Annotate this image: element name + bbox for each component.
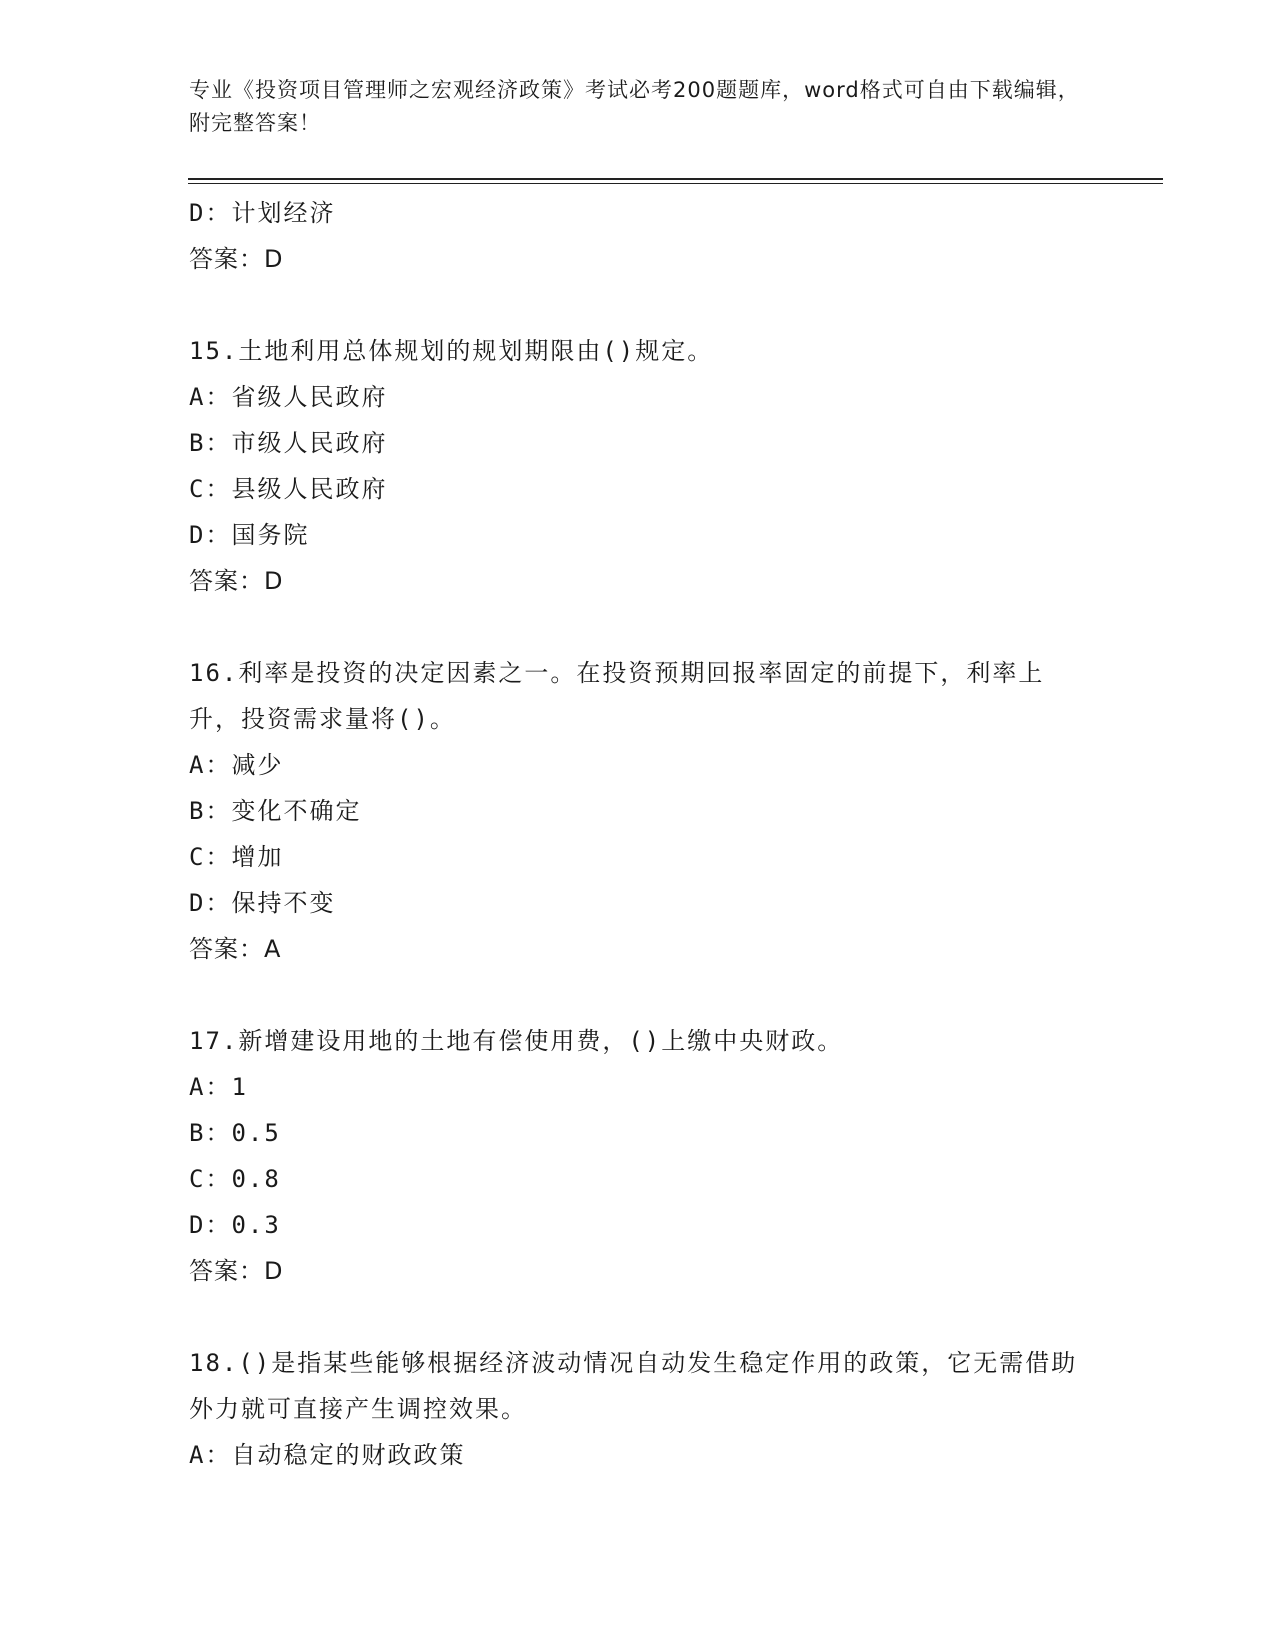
spacer — [189, 604, 1089, 650]
question-stem: 16.利率是投资的决定因素之一。在投资预期回报率固定的前提下，利率上升，投资需求量将()。 — [189, 659, 1045, 733]
option-c: C：县级人民政府 — [189, 475, 388, 503]
question-17 — [189, 1018, 1089, 1294]
option-d: D：国务院 — [189, 521, 310, 549]
question-15 — [189, 328, 1089, 604]
spacer — [189, 972, 1089, 1018]
spacer — [189, 1294, 1089, 1340]
answer-line: 答案：D — [189, 567, 284, 595]
option-b: B：0.5 — [189, 1119, 281, 1147]
answer-line: 答案：D — [189, 245, 284, 273]
option-d: D：保持不变 — [189, 889, 336, 917]
option-b: B：变化不确定 — [189, 797, 362, 825]
document-body — [189, 190, 1089, 1478]
question-16 — [189, 650, 1089, 972]
question-18 — [189, 1340, 1089, 1478]
option-c: C：0.8 — [189, 1165, 281, 1193]
question-stem: 18.()是指某些能够根据经济波动情况自动发生稳定作用的政策，它无需借助外力就可直接产生调控效果。 — [189, 1349, 1078, 1423]
answer-line: 答案：A — [189, 935, 282, 963]
spacer — [189, 282, 1089, 328]
option-a: A：1 — [189, 1073, 248, 1101]
question-stem: 17.新增建设用地的土地有偿使用费，()上缴中央财政。 — [189, 1027, 844, 1055]
answer-line: 答案：D — [189, 1257, 284, 1285]
header-divider-thick — [188, 178, 1163, 180]
option-a: A：自动稳定的财政政策 — [189, 1441, 466, 1469]
option-a: A：省级人民政府 — [189, 383, 388, 411]
question-stem: 15.土地利用总体规划的规划期限由()规定。 — [189, 337, 714, 365]
option-c: C：增加 — [189, 843, 284, 871]
option-b: B：市级人民政府 — [189, 429, 388, 457]
option-a: A：减少 — [189, 751, 284, 779]
document-header: 专业《投资项目管理师之宏观经济政策》考试必考200题题库，word格式可自由下载编辑，附完整答案！ — [189, 78, 1080, 135]
header-divider-thin — [188, 183, 1163, 184]
option-d: D：0.3 — [189, 1211, 281, 1239]
option-d: D：计划经济 — [189, 199, 336, 227]
